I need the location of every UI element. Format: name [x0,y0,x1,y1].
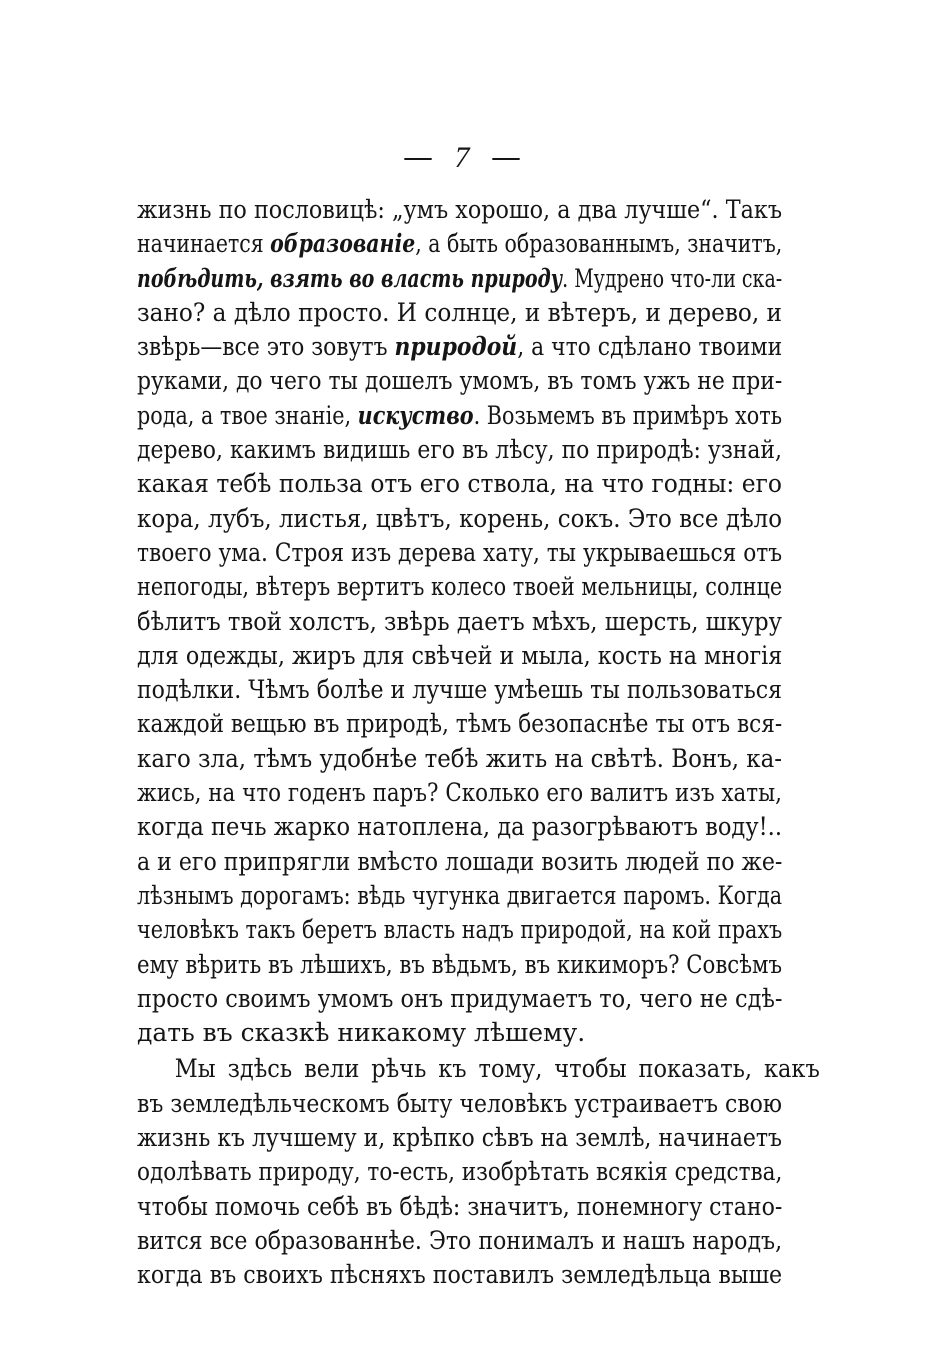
text-line [137,296,782,330]
text-segment: каго зла, тѣмъ удобнѣе тебѣ жить на свѣтѣ. Вонъ, ка- [137,743,782,773]
text-line [137,1155,782,1189]
text-line [137,810,782,844]
text-segment: зано? а дѣло просто. И солнце, и вѣтеръ, и дерево, и [137,297,782,327]
text-segment: подѣлки. Чѣмъ болѣе и лучше умѣешь ты пользоваться [137,675,783,705]
text-segment: дерево, какимъ видишь его въ лѣсу, по природѣ: узнай, [137,435,782,465]
text-segment: твоего ума. Строя изъ дерева хату, ты укрываешься отъ [137,537,783,567]
emphasis-text: природой [394,332,518,362]
text-segment: каждой вещью въ природѣ, тѣмъ безопаснѣе ты отъ вся- [137,709,783,739]
text-line [137,570,782,604]
text-segment: лѣзнымъ дорогамъ: вѣдь чугунка двигается паромъ. Когда [137,880,783,910]
text-segment: дать въ сказкѣ никакому лѣшему. [137,1018,586,1048]
text-line [137,673,782,707]
text-segment: чтобы помочь себѣ въ бѣдѣ: значитъ, понемногу стано- [137,1191,783,1221]
text-line [137,948,782,982]
text-line [137,262,782,296]
text-segment: руками, до чего ты дошелъ умомъ, въ томъ ужъ не при- [137,366,783,396]
text-segment: непогоды, вѣтеръ вертитъ колесо твоей мельницы, солнце [137,572,783,602]
text-segment: жизнь по пословицѣ: „умъ хорошо, а два лучше“. Такъ [137,195,782,224]
emphasis-text: побѣдить, взять во власть природу [137,263,563,293]
text-segment: когда въ своихъ пѣсняхъ поставилъ земледѣльца выше [137,1260,783,1290]
text-segment: бѣлитъ твой холстъ, звѣрь даетъ мѣхъ, шерсть, шкуру [137,606,782,636]
text-segment: жись, на что годенъ паръ? Сколько его валитъ изъ хаты, [137,778,782,808]
text-line [137,227,782,261]
text-segment: когда печь жарко натоплена, да разогрѣваютъ воду!.. [137,812,782,842]
text-line [137,605,782,639]
paragraph [137,1052,820,1292]
text-line [137,776,782,810]
text-line [137,845,782,879]
text-line [137,707,782,741]
text-segment: человѣкъ такъ беретъ власть надъ природой, на кой прахъ [137,915,783,945]
text-segment: рода, а твое знаніе, [137,400,358,430]
page-number [0,140,930,176]
text-line [137,1121,782,1155]
text-line [137,913,782,947]
page-number-dash-left: — [402,140,439,175]
body-text [137,193,820,1293]
paragraph [137,193,782,1050]
text-line [137,1224,782,1258]
text-segment: . Мудрено что-ли ска- [562,263,783,293]
text-line [137,982,782,1016]
text-segment: . Возьмемъ въ примѣръ хоть [473,400,782,430]
emphasis-text: искуство [357,400,474,430]
text-line [137,399,782,433]
text-line [137,639,782,673]
text-segment: кора, лубъ, листья, цвѣтъ, корень, сокъ. Это все дѣло [137,503,782,533]
text-line [137,467,782,501]
text-line [137,193,782,227]
text-segment: одолѣвать природу, то-есть, изобрѣтать всякія средства, [137,1157,783,1187]
text-segment: какая тебѣ польза отъ его ствола, на что годны: его [137,469,782,499]
text-segment: звѣрь—все это зовутъ [137,332,395,362]
text-line [137,1087,782,1121]
text-segment: Мы здѣсь вели рѣчь къ тому, чтобы показать, какъ [174,1054,820,1084]
text-segment: въ земледѣльческомъ быту человѣкъ устраиваетъ свою [137,1088,782,1118]
text-line [137,536,782,570]
text-segment: просто своимъ умомъ онъ придумаетъ то, чего не сдѣ- [137,983,783,1013]
page-number-dash-right: — [491,140,528,175]
text-segment: начинается [137,229,271,259]
text-line [137,433,782,467]
text-line [137,1016,782,1050]
text-line [137,1258,782,1292]
text-segment: ему вѣрить въ лѣшихъ, въ вѣдьмъ, въ кикиморъ? Совсѣмъ [137,949,783,979]
text-segment: жизнь къ лучшему и, крѣпко сѣвъ на землѣ, начинаетъ [137,1123,782,1153]
text-line [137,1190,782,1224]
text-line [137,364,782,398]
text-line [137,330,782,364]
emphasis-text: образованіе [270,229,416,259]
text-segment: , а что сдѣлано твоими [517,332,783,362]
text-line [137,1052,820,1086]
text-segment: вится все образованнѣе. Это понималъ и нашъ народъ, [137,1225,783,1255]
text-line [137,879,782,913]
text-line [137,502,782,536]
page-number-value: 7 [454,141,476,174]
text-line [137,742,782,776]
text-segment: а и его припрягли вмѣсто лошади возить людей по же- [137,846,783,876]
text-segment: , а быть образованнымъ, значитъ, [415,229,783,259]
text-segment: для одежды, жиръ для свѣчей и мыла, кость на многія [137,640,783,670]
